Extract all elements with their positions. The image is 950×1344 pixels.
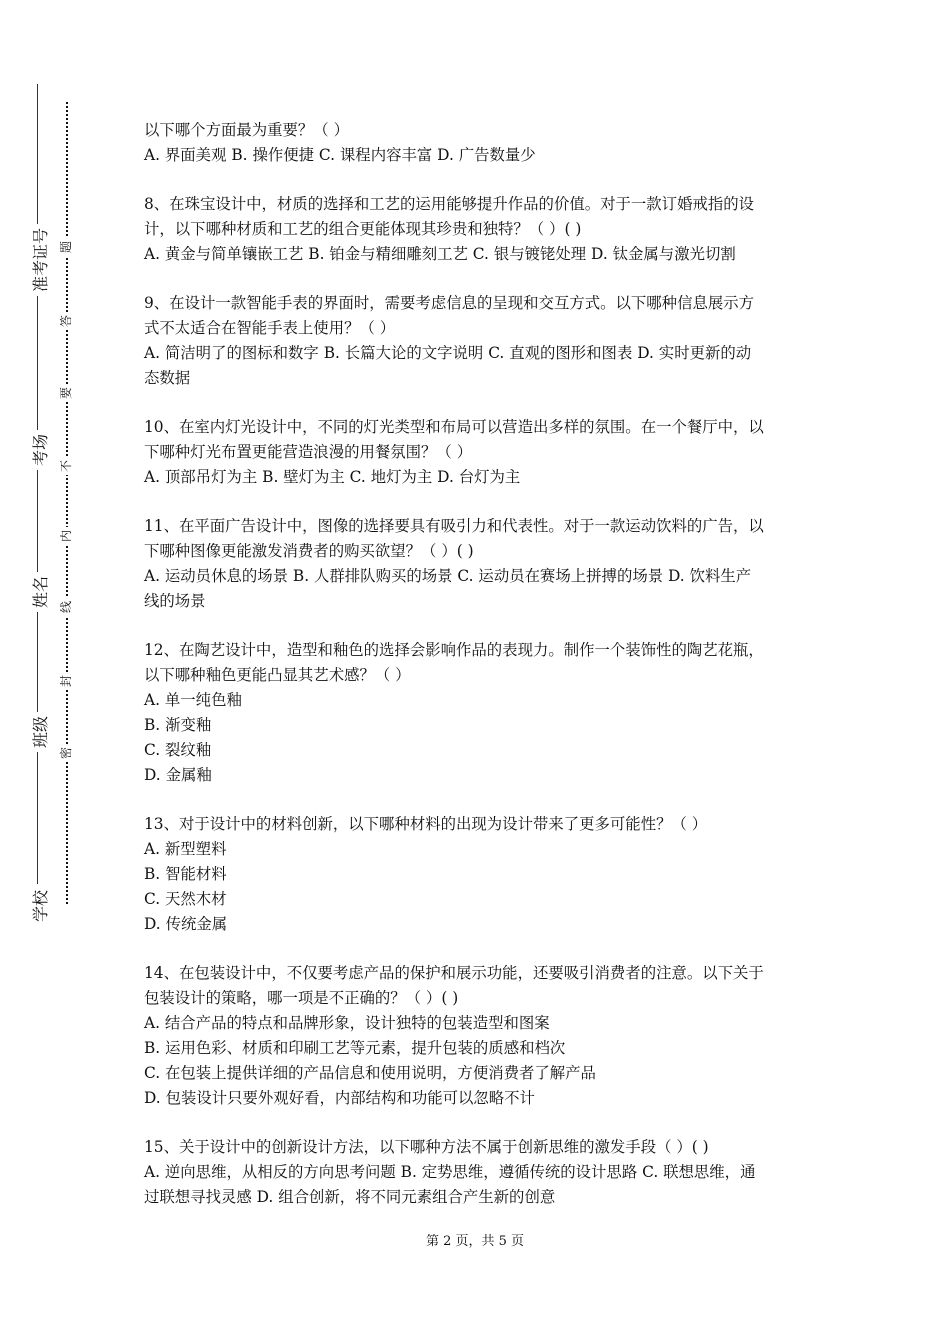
question-stem: 11、在平面广告设计中，图像的选择要具有吸引力和代表性。对于一款运动饮料的广告，以: [144, 517, 764, 535]
option-a: A. 结合产品的特点和品牌形象，设计独特的包装造型和图案: [144, 1014, 550, 1032]
option-c: C. 裂纹釉: [144, 741, 212, 759]
option-b: B. 智能材料: [144, 865, 227, 883]
label-exam-room: 考场: [33, 430, 49, 470]
binding-solid-line: [37, 84, 38, 884]
question-13: [144, 812, 810, 937]
question-stem: 8、在珠宝设计中，材质的选择和工艺的运用能够提升作品的价值。对于一款订婚戒指的设: [144, 195, 755, 213]
seal-char: 内: [60, 527, 72, 545]
label-name: 姓名: [33, 572, 49, 612]
question-options: A. 逆向思维，从相反的方向思考问题 B. 定势思维，遵循传统的设计思路 C. 联想思维，通: [144, 1163, 756, 1181]
option-b: B. 渐变釉: [144, 716, 212, 734]
seal-char: 不: [60, 457, 72, 475]
question-options: A. 运动员休息的场景 B. 人群排队购买的场景 C. 运动员在赛场上拼搏的场景 D. 饮料生产: [144, 567, 752, 585]
question-stem: 下哪种图像更能激发消费者的购买欲望？（ ）( ): [144, 542, 474, 560]
label-admission-number: 准考证号: [33, 224, 49, 296]
option-d: D. 包装设计只要外观好看，内部结构和功能可以忽略不计: [144, 1089, 535, 1107]
seal-dotted-line: [66, 102, 68, 904]
question-10: [144, 415, 810, 490]
option-b: B. 运用色彩、材质和印刷工艺等元素，提升包装的质感和档次: [144, 1039, 566, 1057]
seal-char: 线: [60, 598, 72, 616]
question-stem: 13、对于设计中的材料创新，以下哪种材料的出现为设计带来了更多可能性？（ ）: [144, 815, 708, 833]
question-8: [144, 192, 810, 267]
question-12: [144, 638, 810, 788]
question-15: [144, 1135, 810, 1210]
question-stem: 以下哪种釉色更能凸显其艺术感？（ ）: [144, 666, 411, 684]
question-stem: 下哪种灯光布置更能营造浪漫的用餐氛围？（ ）: [144, 443, 473, 461]
binding-margin: [0, 0, 90, 1344]
question-11: [144, 514, 810, 614]
label-class: 班级: [33, 712, 49, 752]
label-school: 学校: [33, 886, 49, 926]
seal-char: 封: [60, 672, 72, 690]
question-options: A. 黄金与简单镶嵌工艺 B. 铂金与精细雕刻工艺 C. 银与镀铑处理 D. 钛金属与激光切割: [144, 245, 736, 263]
seal-char: 答: [60, 312, 72, 330]
question-9: [144, 291, 810, 391]
seal-char: 密: [60, 744, 72, 762]
question-list: [144, 118, 810, 1234]
option-d: D. 金属釉: [144, 766, 212, 784]
option-d: D. 传统金属: [144, 915, 228, 933]
seal-char: 要: [60, 384, 72, 402]
question-stem: 式不太适合在智能手表上使用？（ ）: [144, 319, 396, 337]
question-7-continued: [144, 118, 810, 168]
question-stem: 计，以下哪种材质和工艺的组合更能体现其珍贵和独特？（ ）( ): [144, 220, 582, 238]
option-c: C. 在包装上提供详细的产品信息和使用说明，方便消费者了解产品: [144, 1064, 596, 1082]
question-stem: 包装设计的策略，哪一项是不正确的？（ ）( ): [144, 989, 459, 1007]
option-a: A. 新型塑料: [144, 840, 227, 858]
question-options: A. 顶部吊灯为主 B. 壁灯为主 C. 地灯为主 D. 台灯为主: [144, 468, 521, 486]
question-14: [144, 961, 810, 1111]
question-stem: 以下哪个方面最为重要？（ ）: [144, 121, 349, 139]
question-options: 态数据: [144, 369, 191, 387]
question-options: 过联想寻找灵感 D. 组合创新，将不同元素组合产生新的创意: [144, 1188, 556, 1206]
question-options: 线的场景: [144, 592, 206, 610]
question-stem: 9、在设计一款智能手表的界面时，需要考虑信息的呈现和交互方式。以下哪种信息展示方: [144, 294, 755, 312]
question-stem: 14、在包装设计中，不仅要考虑产品的保护和展示功能，还要吸引消费者的注意。以下关于: [144, 964, 764, 982]
question-stem: 10、在室内灯光设计中，不同的灯光类型和布局可以营造出多样的氛围。在一个餐厅中，以: [144, 418, 764, 436]
option-c: C. 天然木材: [144, 890, 227, 908]
question-stem: 15、关于设计中的创新设计方法，以下哪种方法不属于创新思维的激发手段（ ）( ): [144, 1138, 709, 1156]
page-number: 第 2 页，共 5 页: [425, 1234, 525, 1249]
question-options: A. 界面美观 B. 操作便捷 C. 课程内容丰富 D. 广告数量少: [144, 146, 536, 164]
question-options: A. 简洁明了的图标和数字 B. 长篇大论的文字说明 C. 直观的图形和图表 D. 实时更新的动: [144, 344, 752, 362]
seal-char: 题: [60, 238, 72, 256]
question-stem: 12、在陶艺设计中，造型和釉色的选择会影响作品的表现力。制作一个装饰性的陶艺花瓶，: [144, 641, 764, 659]
option-a: A. 单一纯色釉: [144, 691, 242, 709]
